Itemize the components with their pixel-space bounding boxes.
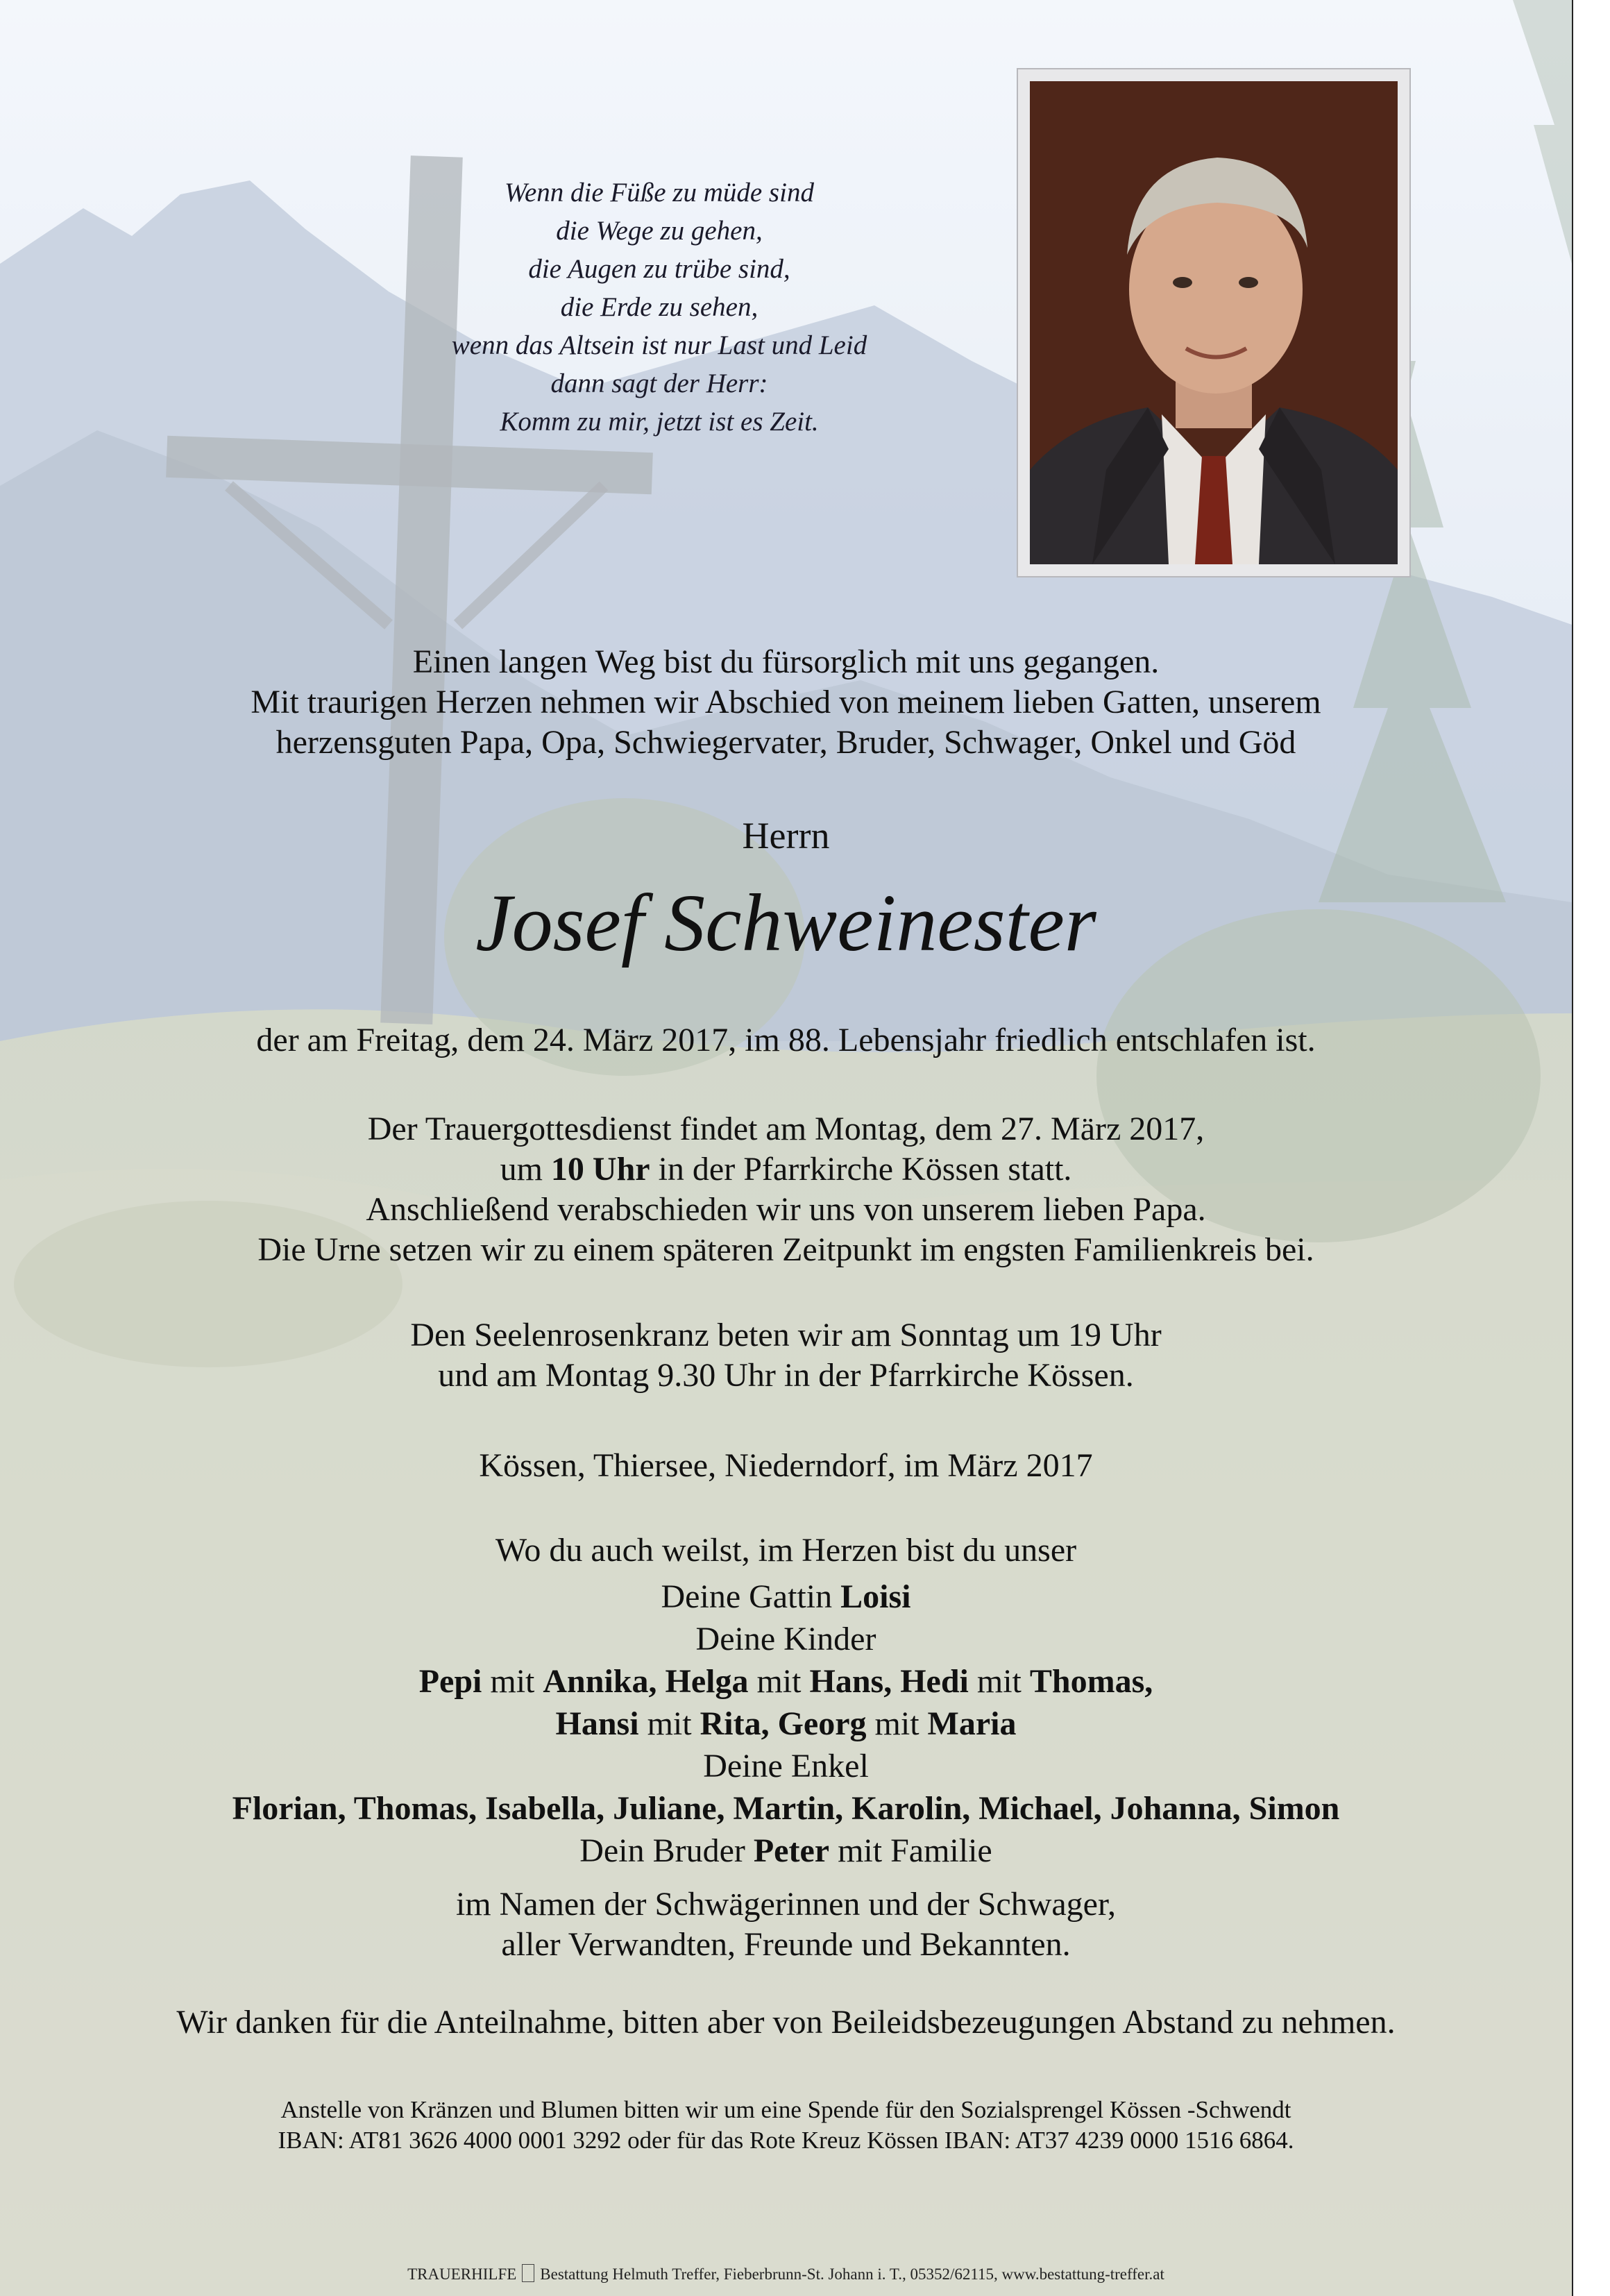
intro-text (0, 642, 1572, 763)
donation-line: IBAN: AT81 3626 4000 0001 3292 oder für das Rote Kreuz Kössen IBAN: AT37 4239 0000 1516 6864. (278, 2127, 1294, 2154)
family-list (0, 1576, 1572, 1872)
wife-label: Deine Gattin (661, 1578, 841, 1615)
service-time-prefix: um (500, 1151, 551, 1188)
family-brother (0, 1830, 1572, 1872)
footer-brand: TRAUERHILFE (407, 2265, 517, 2283)
with-word: mit (638, 1705, 700, 1742)
children-line (0, 1703, 1572, 1745)
right-border-line (1572, 0, 1573, 2296)
rosary-line: Den Seelenrosenkranz beten wir am Sonntag um 19 Uhr (410, 1317, 1162, 1353)
children-line (0, 1660, 1572, 1703)
with-word: mit (748, 1663, 810, 1700)
service-line: Der Trauergottesdienst findet am Montag, dem 27. März 2017, (367, 1111, 1205, 1147)
partner-name: Maria (927, 1705, 1017, 1742)
partner-name: Rita, (700, 1705, 770, 1742)
undertaker-logo-icon (522, 2264, 534, 2282)
poem-line: Wenn die Füße zu müde sind (505, 178, 814, 208)
children-label: Deine Kinder (695, 1621, 876, 1657)
portrait-photo (1030, 81, 1398, 564)
poem (333, 174, 985, 441)
with-word: mit (866, 1705, 928, 1742)
donation-info (0, 2095, 1572, 2156)
rosary-line: und am Montag 9.30 Uhr in der Pfarrkirche Kössen. (438, 1357, 1134, 1394)
deceased-name: Josef Schweinester (475, 877, 1096, 968)
child-name: Helga (656, 1663, 749, 1700)
undertaker-footer (0, 2264, 1572, 2284)
service-time: 10 Uhr (550, 1151, 650, 1188)
poem-line: dann sagt der Herr: (550, 369, 768, 398)
intro-line: Mit traurigen Herzen nehmen wir Abschied von meinem lieben Gatten, unserem (251, 684, 1321, 720)
thanks-note: Wir danken für die Anteilnahme, bitten aber von Beileidsbezeugungen Abstand zu nehmen. (176, 2004, 1396, 2041)
family-wife (0, 1576, 1572, 1618)
donation-line: Anstelle von Kränzen und Blumen bitten wir um eine Spende für den Sozialsprengel Kössen -Schwendt (280, 2096, 1291, 2123)
on-behalf-line: aller Verwandten, Freunde und Bekannten. (501, 1926, 1071, 1963)
brother-label: Dein Bruder (579, 1832, 754, 1869)
service-line (0, 1149, 1572, 1190)
with-word: mit (482, 1663, 543, 1700)
intro-line: Einen langen Weg bist du fürsorglich mit uns gegangen. (412, 643, 1160, 680)
poem-line: die Augen zu trübe sind, (528, 254, 790, 284)
poem-line: die Erde zu sehen, (560, 292, 759, 322)
on-behalf-line: im Namen der Schwägerinnen und der Schwager, (455, 1886, 1117, 1923)
wife-name: Loisi (840, 1578, 911, 1615)
footer-text: Bestattung Helmuth Treffer, Fieberbrunn-St. Johann i. T., 05352/62115, www.bestattung-treffer.at (540, 2265, 1164, 2283)
motto: Wo du auch weilst, im Herzen bist du unser (495, 1532, 1077, 1569)
brother-suffix: mit Familie (829, 1832, 992, 1869)
poem-line: wenn das Altsein ist nur Last und Leid (451, 330, 867, 360)
with-word: mit (968, 1663, 1030, 1700)
partner-name: Thomas, (1029, 1663, 1153, 1700)
death-notice: der am Freitag, dem 24. März 2017, im 88. Lebensjahr friedlich entschlafen ist. (256, 1022, 1316, 1058)
child-name: Hedi (892, 1663, 969, 1700)
service-line: Die Urne setzen wir zu einem späteren Zeitpunkt im engsten Familienkreis bei. (257, 1231, 1314, 1268)
partner-name: Annika, (543, 1663, 657, 1700)
partner-name: Hans, (809, 1663, 892, 1700)
child-name: Pepi (418, 1663, 482, 1700)
intro-line: herzensguten Papa, Opa, Schwiegervater, Bruder, Schwager, Onkel und Göd (276, 724, 1296, 761)
place-date: Kössen, Thiersee, Niederndorf, im März 2017 (479, 1447, 1093, 1484)
poem-line: Komm zu mir, jetzt ist es Zeit. (500, 407, 819, 437)
poem-line: die Wege zu gehen, (556, 216, 763, 246)
brother-name: Peter (753, 1832, 830, 1869)
on-behalf-of (0, 1884, 1572, 1965)
service-time-suffix: in der Pfarrkirche Kössen statt. (650, 1151, 1072, 1188)
salutation: Herrn (742, 815, 830, 856)
grandchildren-label: Deine Enkel (703, 1748, 869, 1784)
child-name: Hansi (555, 1705, 639, 1742)
portrait-frame (1017, 68, 1411, 577)
service-line: Anschließend verabschieden wir uns von unserem lieben Papa. (366, 1191, 1206, 1228)
funeral-service-info (0, 1109, 1572, 1270)
child-name: Georg (769, 1705, 867, 1742)
grandchildren-names: Florian, Thomas, Isabella, Juliane, Martin, Karolin, Michael, Johanna, Simon (232, 1790, 1340, 1827)
rosary-info (0, 1315, 1572, 1396)
